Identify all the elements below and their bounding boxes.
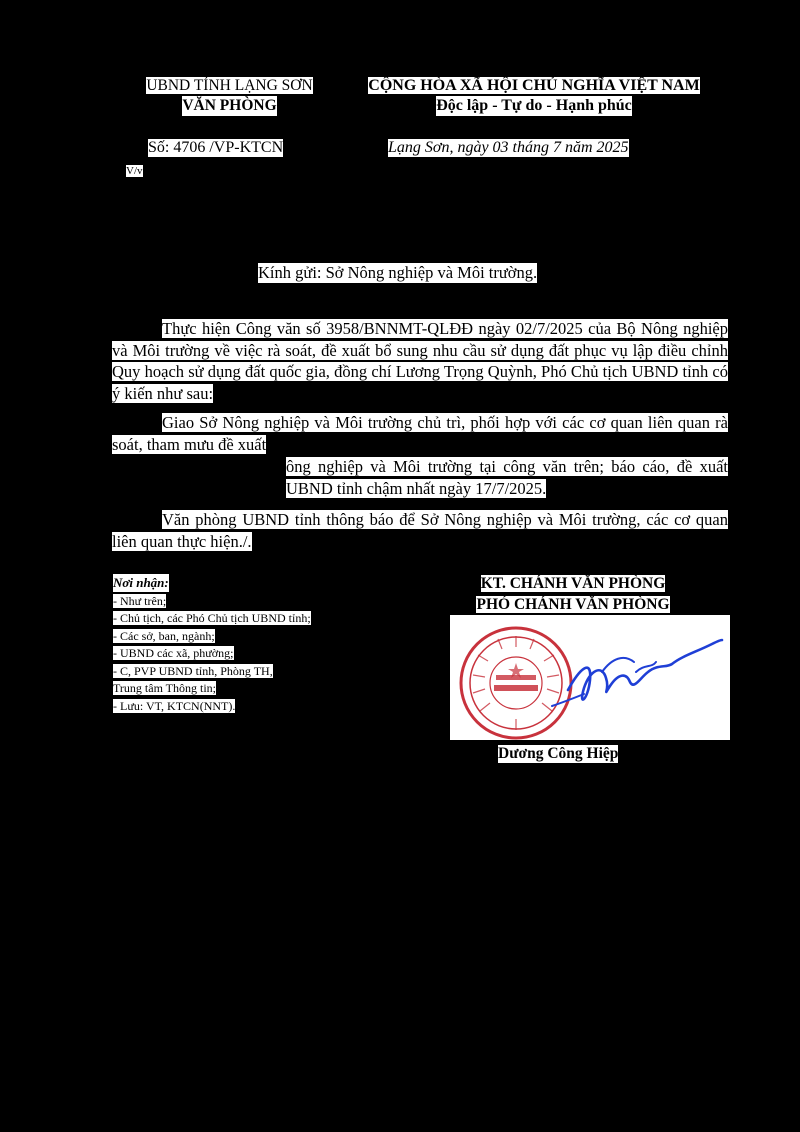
recipient-item: Trung tâm Thông tin; bbox=[113, 681, 217, 695]
recipient-item: - UBND các xã, phường; bbox=[113, 646, 234, 660]
signature-block bbox=[450, 573, 696, 615]
motto: Độc lập - Tự do - Hạnh phúc bbox=[436, 96, 632, 117]
signature-title-2: PHÓ CHÁNH VĂN PHÒNG bbox=[476, 596, 670, 613]
recipients-list bbox=[113, 574, 311, 715]
recipient-item: - Như trên; bbox=[113, 593, 167, 608]
recipient-item: - C, PVP UBND tỉnh, Phòng TH, bbox=[113, 663, 273, 678]
paragraph-3 bbox=[112, 509, 728, 552]
country-name: CỘNG HÒA XÃ HỘI CHỦ NGHĨA VIỆT NAM bbox=[368, 77, 700, 94]
place-date: Lạng Sơn, ngày 03 tháng 7 năm 2025 bbox=[388, 139, 629, 156]
paragraph-2-text-b: ông nghiệp và Môi trường tại công văn trên; báo cáo, đề xuất UBND tỉnh chậm nhất ngày 17/7/2025. bbox=[286, 457, 728, 498]
recipients-title: Nơi nhận: bbox=[113, 574, 169, 593]
agency-line2: VĂN PHÒNG bbox=[182, 96, 276, 117]
issuing-agency bbox=[132, 76, 327, 117]
recipient-item: - Lưu: VT, KTCN(NNT). bbox=[113, 698, 236, 713]
handwritten-signature-icon bbox=[540, 628, 725, 718]
agency-line1: UBND TỈNH LẠNG SƠN bbox=[146, 77, 313, 94]
paragraph-2-text-a: Giao Sở Nông nghiệp và Môi trường chủ trì, phối hợp với các cơ quan liên quan rà soát, tham mưu đề xuất bbox=[112, 413, 728, 454]
signer-name: Dương Công Hiệp bbox=[498, 745, 619, 762]
document-number: Số: 4706 /VP-KTCN bbox=[148, 139, 284, 156]
paragraph-2 bbox=[112, 412, 728, 455]
paragraph-3-text: Văn phòng UBND tỉnh thông báo để Sở Nông nghiệp và Môi trường, các cơ quan liên quan thực hiện./. bbox=[112, 510, 728, 551]
paragraph-1 bbox=[112, 318, 728, 404]
recipient-item: - Chủ tịch, các Phó Chủ tịch UBND tỉnh; bbox=[113, 611, 311, 625]
signature-title-1: KT. CHÁNH VĂN PHÒNG bbox=[480, 575, 666, 592]
national-motto bbox=[348, 76, 720, 117]
recipient-item: - Các sở, ban, ngành; bbox=[113, 628, 215, 643]
paragraph-2-continued bbox=[286, 456, 728, 499]
subject-prefix: V/v bbox=[126, 165, 143, 177]
paragraph-1-text: Thực hiện Công văn số 3958/BNNMT-QLĐĐ ngày 02/7/2025 của Bộ Nông nghiệp và Môi trường về việc rà soát, đề xuất bổ sung nhu cầu sử dụng đất phục vụ lập điều chỉnh Quy hoạch sử dụng đất quốc gia, đồng chí Lương Trọng Quỳnh, Phó Chủ tịch UBND tỉnh có ý kiến như sau: bbox=[112, 319, 728, 403]
recipient-line: Kính gửi: Sở Nông nghiệp và Môi trường. bbox=[258, 263, 538, 282]
